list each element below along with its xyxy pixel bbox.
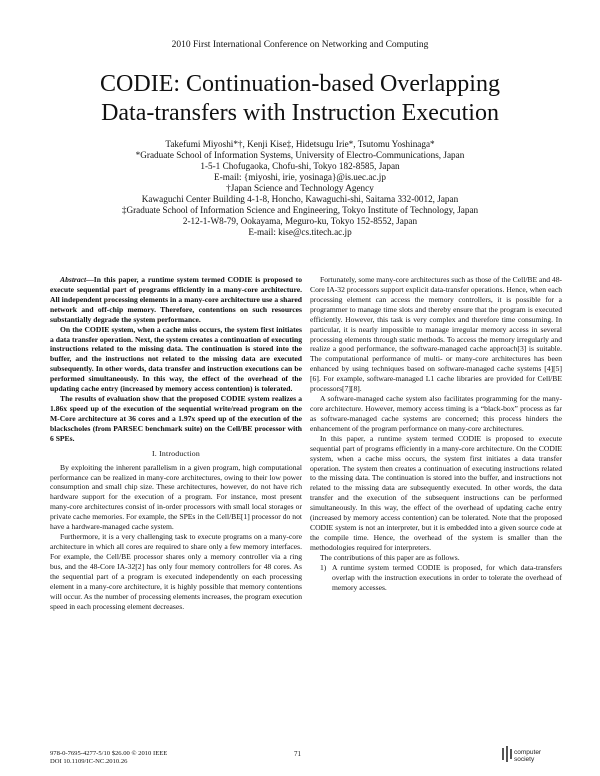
affiliation-line: 2-12-1-W8-79, Ookayama, Meguro-ku, Tokyo 152-8552, Japan <box>182 216 418 226</box>
abstract-paragraph <box>50 275 302 325</box>
list-number: 1) <box>320 562 327 572</box>
footer-left <box>50 750 167 766</box>
body-paragraph: The contributions of this paper are as follows. <box>320 552 460 562</box>
title-line: Data-transfers with Instruction Execution <box>101 100 499 126</box>
body-paragraph: Fortunately, some many-core architectures such as those of the Cell/BE and 48-Core IA-32 processors support explicit data-transfer operations. Hence, when each processing element can access the memory controllers, it is possible for a programmer to manage time slots and thereby ensure that the program is executed efficiently. However, this task is very complex and therefore time consuming. In particular, it is nearly impossible to manage irregular memory access in several processing elements through static methods. To access the memory irregularly and realize a good performance, the software-managed cache approach[3] is suitable. The computational performance of multi- or many-core architectures has been enhanced by using techniques based on software-managed cache systems [4][5][6]. For example, software-managed L1 cache libraries are provided for Cell/BE processors[7][8]. <box>310 275 563 394</box>
right-column <box>310 275 562 593</box>
doi-line: DOI 10.1109/IC-NC.2010.26 <box>50 758 128 765</box>
abstract-paragraph: The results of evaluation show that the proposed CODIE system realizes a 1.86x speed up of the execution of the sequential write/read program on the M-Core architecture at 36 cores and a 1.97x speed up of the execution of the blackscholes (from PARSEC benchmark suite) on the Cell/BE processor with 6 SPEs. <box>50 394 302 443</box>
author-block <box>20 139 580 238</box>
page-number: 71 <box>294 750 301 758</box>
abstract-dash: — <box>86 275 94 284</box>
logo-text <box>514 749 541 763</box>
left-column <box>50 275 302 611</box>
affiliation-line: 1-5-1 Chofugaoka, Chofu-shi, Tokyo 182-8585, Japan <box>200 161 400 171</box>
logo-text-line: society <box>514 756 535 763</box>
body-paragraph: In this paper, a runtime system termed CODIE is proposed to execute sequential part of programs efficiently in a many-core architecture. On the CODIE system, when a cache miss occurs, the system first initiates a data transfer operation. The system then creates a continuation of executing instructions related to the missing data. The continuation is stored into the buffer, and instructions not related to the missing data are subsequently executed. In other words, the data transfer and the execution of the subsequent instructions can be performed simultaneously. In this way, the effect of the overhead of updating cache entry (increased by memory access contention) can be tolerated. Note that the proposed CODIE system is not an interpreter, but it is embedded into a given source code at the compile time. Hence, the overhead of the system is smaller than the methodologies required for interpreters. <box>310 433 562 552</box>
body-paragraph: A software-managed cache system also facilitates programming for the many-core architecture. However, memory access timing is a “black-box” process as far as software-managed cache systems are concerned; this process hinders the enhancement of the program performance on many-core architectures. <box>310 394 562 433</box>
abstract-paragraph: On the CODIE system, when a cache miss occurs, the system first initiates a data transfer operation. Next, the system creates a continuation of executing instructions related to the missing data. The continuation is stored into the buffer, and the instructions not related to the missing data are executed subsequently. In other words, data transfer and instruction executions can be performed simultaneously. In this way, the effect of the overhead of the updating cache entry (increased by memory access contention) is tolerated. <box>50 324 302 394</box>
body-paragraph: By exploiting the inherent parallelism in a given program, high computational performance can be realized in many-core architectures, owing to their low power consumption and small chip size. These architectures, however, do not have rich hardware support for the execution of a program. For instance, most present many-core architectures consist of in-order processors with small local storages or private cache memories. For example, the SPEs in the Cell/BE[1] processor do not have a hardware-managed cache system. <box>50 462 302 532</box>
affiliation-line: E-mail: kise@cs.titech.ac.jp <box>248 227 352 237</box>
authors-line: Takefumi Miyoshi*†, Kenji Kise‡, Hidetsugu Irie*, Tsutomu Yoshinaga* <box>165 139 435 149</box>
abstract-label: Abstract <box>60 275 87 284</box>
affiliation-line: ‡Graduate School of Information Science and Engineering, Tokyo Institute of Technology, Japan <box>121 205 479 215</box>
isbn-line: 978-0-7695-4277-5/10 $26.00 © 2010 IEEE <box>50 750 168 757</box>
contribution-list <box>310 563 562 593</box>
list-text: A runtime system termed CODIE is proposed, for which data-transfers overlap with the instruction executions in order to tolerate the overhead of memory accesses. <box>332 562 562 592</box>
conference-header: 2010 First International Conference on Networking and Computing <box>171 40 429 50</box>
affiliation-line: *Graduate School of Information Systems, University of Electro-Communications, Japan <box>135 150 465 160</box>
affiliation-line: †Japan Science and Technology Agency <box>226 183 374 193</box>
abstract-text: In this paper, a runtime system termed CODIE is proposed to execute sequential part of programs efficiently in a many-core architecture. All independent processing elements in a many-core architecture use a shared network and off-chip memory. Therefore, contentions on such resources substantially degrade the system performance. <box>50 275 302 324</box>
affiliation-line: E-mail: {miyoshi, irie, yosinaga}@is.uec.ac.jp <box>214 172 386 182</box>
logo-text-line: computer <box>514 749 542 756</box>
title-line: CODIE: Continuation-based Overlapping <box>100 71 500 97</box>
computer-society-logo <box>500 744 550 768</box>
paper-title <box>40 70 560 128</box>
affiliation-line: Kawaguchi Center Building 4-1-8, Honcho, Kawaguchi-shi, Saitama 332-0012, Japan <box>141 194 459 204</box>
body-paragraph: Furthermore, it is a very challenging task to execute programs on a many-core architecture in which all cores are required to share only a few memory interfaces. For example, the Cell/BE processor shares only a memory controller via a ring bus, and the 48-Core IA-32[2] has only four memory controllers for 48 cores. As the sequential part of a program is executed independently on each processing element in a many-core architecture, it is highly possible that memory contentions will occur. As the number of processing elements increases, the program execution speed in each processing element decreases. <box>50 532 302 611</box>
section-heading: I. Introduction <box>151 448 201 458</box>
list-item <box>310 563 562 593</box>
